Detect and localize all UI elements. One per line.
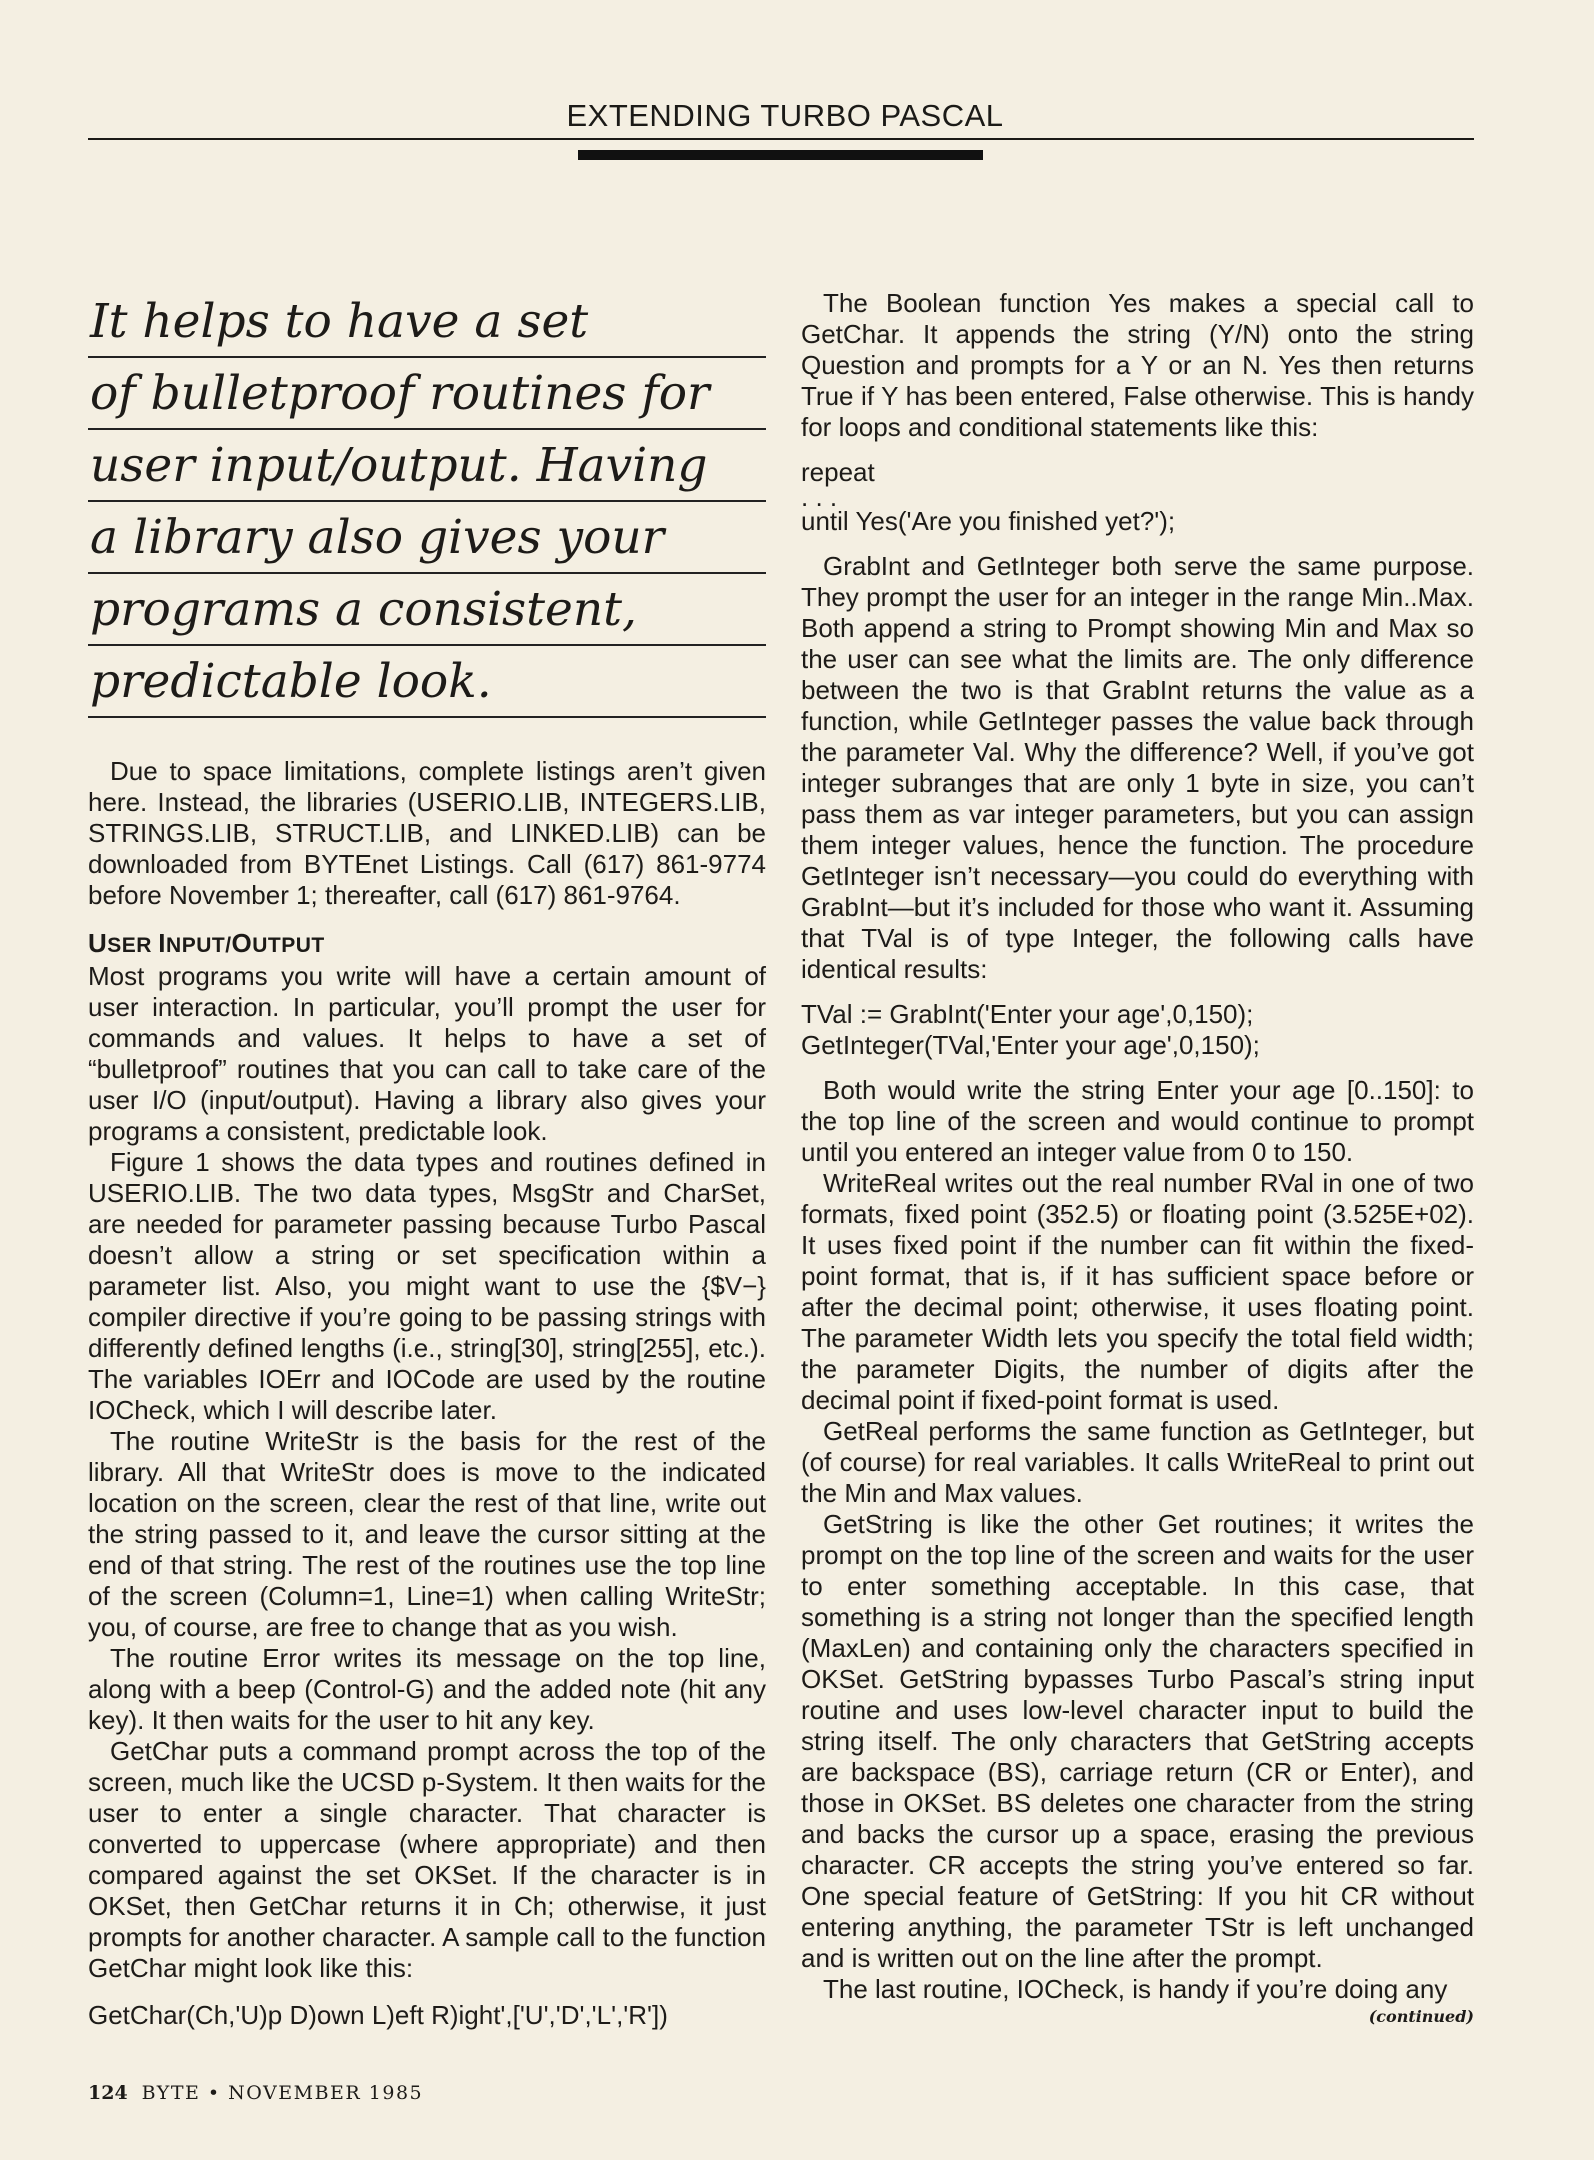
intro-paragraph: Due to space limitations, complete listings aren’t given here. Instead, the libraries (USERIO.LIB, INTEGERS.LIB, STRINGS.LIB, STRUCT.LIB, and LINKED.LIB) can be downloaded from BYTEnet Listings. Call (617) 861-9774 before November 1; thereafter, call (617) 861-9764.: [88, 756, 766, 910]
pull-quote-line: of bulletproof routines for: [88, 358, 766, 430]
continued-note: (continued): [1368, 2007, 1474, 2026]
code-line: TVal := GrabInt('Enter your age',0,150);: [801, 999, 1254, 1029]
right-column: [801, 288, 1474, 2027]
heading-part: U: [88, 928, 108, 958]
code-line: . . .: [801, 482, 838, 512]
code-line: until Yes('Are you finished yet?');: [801, 506, 1176, 536]
body-paragraph: The routine WriteStr is the basis for the rest of the library. All that WriteStr does is move to the indicated location on the screen, clear the rest of that line, write out the string passed to it, and leave the cursor sitting at the end of that string. The rest of the routines use the top line of the screen (Column=1, Line=1) when calling WriteStr; you, of course, are free to change that as you wish.: [88, 1426, 766, 1642]
code-line: repeat: [801, 457, 875, 487]
heading-part: SER: [107, 934, 159, 957]
running-header: EXTENDING TURBO PASCAL: [566, 98, 1004, 133]
left-column: [88, 756, 766, 2031]
body-paragraph: Most programs you write will have a certain amount of user interaction. In particular, you’ll prompt the user for commands and values. It helps to have a set of “bulletproof” routines that you can call to take care of the user I/O (input/output). Having a library also gives your programs a consistent, predictable look.: [88, 961, 766, 1146]
heading-part: I: [158, 928, 167, 958]
body-paragraph: Figure 1 shows the data types and routines defined in USERIO.LIB. The two data types, MsgStr and CharSet, are needed for parameter passing because Turbo Pascal doesn’t allow a string or set specification within a parameter list. Also, you might want to use the {$V−} compiler directive if you’re going to be passing strings with differently defined lengths (i.e., string[30], string[255], etc.). The variables IOErr and IOCode are used by the routine IOCheck, which I will describe later.: [88, 1147, 766, 1425]
body-paragraph: Both would write the string Enter your age [0..150]: to the top line of the screen and would continue to prompt until you entered an integer value from 0 to 150.: [801, 1075, 1474, 1167]
pull-quote-line: predictable look.: [88, 646, 766, 718]
page-footer: [88, 2082, 423, 2104]
body-paragraph: GrabInt and GetInteger both serve the same purpose. They prompt the user for an integer in the range Min..Max. Both append a string to Prompt showing Min and Max so the user can see what the limits are. The only difference between the two is that GrabInt returns the value as a function, while GetInteger passes the value back through the parameter Val. Why the difference? Well, if you’ve got integer subranges that are only 1 byte in size, you can’t pass them as var integer parameters, but you can assign them integer values, hence the function. The procedure GetInteger isn’t necessary—you could do everything with GrabInt—but it’s included for those who want it. Assuming that TVal is of type Integer, the following calls have identical results:: [801, 551, 1474, 984]
code-line: GetInteger(TVal,'Enter your age',0,150);: [801, 1030, 1260, 1060]
footer-text: BYTE • NOVEMBER 1985: [141, 2082, 424, 2104]
pull-quote-line: user input/output. Having: [88, 430, 766, 502]
pull-quote-line: programs a consistent,: [88, 574, 766, 646]
page-number: 124: [88, 2082, 128, 2104]
heading-part: UTPUT: [252, 934, 325, 957]
body-paragraph: GetString is like the other Get routines; it writes the prompt on the top line of the screen and waits for the user to enter something acceptable. In this case, that something is a string not longer than the specified length (MaxLen) and containing only the characters specified in OKSet. GetString bypasses Turbo Pascal’s string input routine and uses low-level character input to build the string itself. The only characters that GetString accepts are backspace (BS), carriage return (CR or Enter), and those in OKSet. BS deletes one character from the string and backs the cursor up a space, erasing the previous character. CR accepts the string you’ve entered so far. One special feature of GetString: If you hit CR without entering anything, the parameter TStr is left unchanged and is written out on the line after the prompt.: [801, 1509, 1474, 1973]
pull-quote: [88, 286, 766, 718]
heading-part: O: [231, 928, 253, 958]
header-bar: [578, 150, 983, 160]
code-line: GetChar(Ch,'U)p D)own L)eft R)ight',['U','D','L','R']): [88, 2000, 668, 2030]
body-paragraph: The Boolean function Yes makes a special call to GetChar. It appends the string (Y/N) onto the string Question and prompts for a Y or an N. Yes then returns True if Y has been entered, False otherwise. This is handy for loops and conditional statements like this:: [801, 288, 1474, 442]
body-paragraph: GetChar puts a command prompt across the top of the screen, much like the UCSD p-System. It then waits for the user to enter a single character. That character is converted to uppercase (where appropriate) and then compared against the set OKSet. If the character is in OKSet, then GetChar returns it in Ch; otherwise, it just prompts for another character. A sample call to the function GetChar might look like this:: [88, 1736, 766, 1983]
body-paragraph: The last routine, IOCheck, is handy if you’re doing any: [823, 1974, 1448, 2004]
heading-part: NPUT/: [166, 934, 232, 957]
header-rule: [88, 138, 1474, 140]
pull-quote-line: It helps to have a set: [88, 286, 766, 358]
section-heading: [88, 928, 766, 961]
body-paragraph: GetReal performs the same function as GetInteger, but (of course) for real variables. It calls WriteReal to print out the Min and Max values.: [801, 1416, 1474, 1508]
body-paragraph: The routine Error writes its message on the top line, along with a beep (Control-G) and the added note (hit any key). It then waits for the user to hit any key.: [88, 1643, 766, 1735]
pull-quote-line: a library also gives your: [88, 502, 766, 574]
body-paragraph: WriteReal writes out the real number RVal in one of two formats, fixed point (352.5) or floating point (3.525E+02). It uses fixed point if the number can fit within the fixed-point format, that is, if it has sufficient space before or after the decimal point; otherwise, it uses floating point. The parameter Width lets you specify the total field width; the parameter Digits, the number of digits after the decimal point if fixed-point format is used.: [801, 1168, 1474, 1415]
